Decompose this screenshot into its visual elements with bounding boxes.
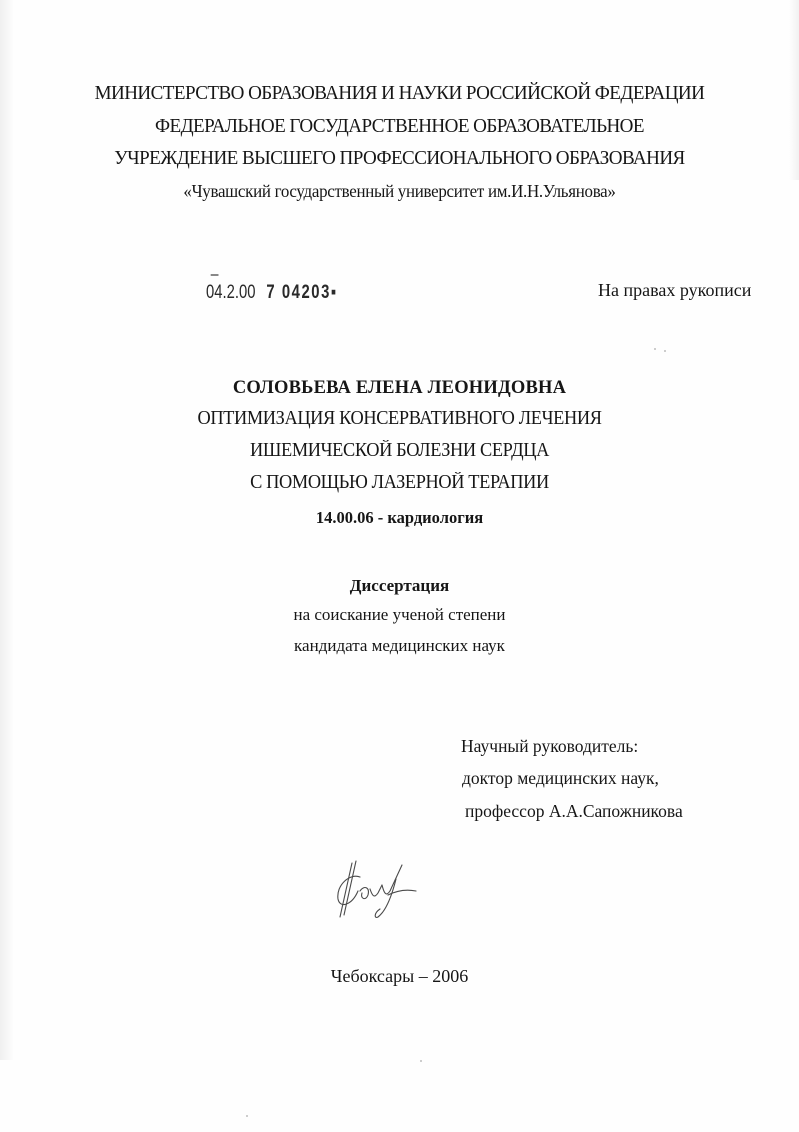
author-name: СОЛОВЬЕВА ЕЛЕНА ЛЕОНИДОВНА (232, 378, 567, 398)
scan-speck (420, 1060, 422, 1062)
degree-line-2: кандидата медицинских наук (294, 636, 505, 655)
archive-stamp (206, 282, 336, 304)
scan-speck (664, 350, 666, 352)
title-line-3: С ПОМОЩЬЮ ЛАЗЕРНОЙ ТЕРАПИИ (250, 472, 549, 493)
title-line-1: ОПТИМИЗАЦИЯ КОНСЕРВАТИВНОГО ЛЕЧЕНИЯ (197, 408, 602, 429)
scan-speck (654, 348, 656, 350)
stamp-tick-mark (211, 274, 219, 276)
advisor-name: профессор А.А.Сапожникова (465, 801, 683, 821)
scan-edge-right (789, 0, 799, 180)
city-year: Чебоксары – 2006 (330, 966, 469, 986)
university-name: «Чувашский государственный университет им.И.Н.Ульянова» (183, 181, 616, 201)
dissertation-label: Диссертация (349, 576, 450, 595)
advisor-label: Научный руководитель: (461, 736, 639, 756)
title-line-2: ИШЕМИЧЕСКОЙ БОЛЕЗНИ СЕРДЦА (250, 440, 549, 461)
stamp-mark-icon: ▪ (330, 282, 337, 303)
scan-edge-left (0, 0, 14, 1060)
institution-line-2: УЧРЕЖДЕНИЕ ВЫСШЕГО ПРОФЕССИОНАЛЬНОГО ОБРАЗОВАНИЯ (114, 147, 685, 169)
ministry-heading: МИНИСТЕРСТВО ОБРАЗОВАНИЯ И НАУКИ РОССИЙСКОЙ ФЕДЕРАЦИИ (94, 82, 705, 104)
stamp-code-2: 7 04203 (266, 282, 331, 303)
degree-line-1: на соискание ученой степени (293, 605, 506, 624)
specialty-code: 14.00.06 - кардиология (315, 508, 484, 527)
institution-line-1: ФЕДЕРАЛЬНОЕ ГОСУДАРСТВЕННОЕ ОБРАЗОВАТЕЛЬНОЕ (155, 115, 644, 137)
manuscript-rights-note: На правах рукописи (598, 280, 752, 300)
advisor-degree: доктор медицинских наук, (462, 768, 659, 788)
stamp-code-1: 04.2.00 (206, 282, 256, 303)
scan-speck (246, 1115, 248, 1117)
handwritten-signature-icon (330, 855, 430, 925)
